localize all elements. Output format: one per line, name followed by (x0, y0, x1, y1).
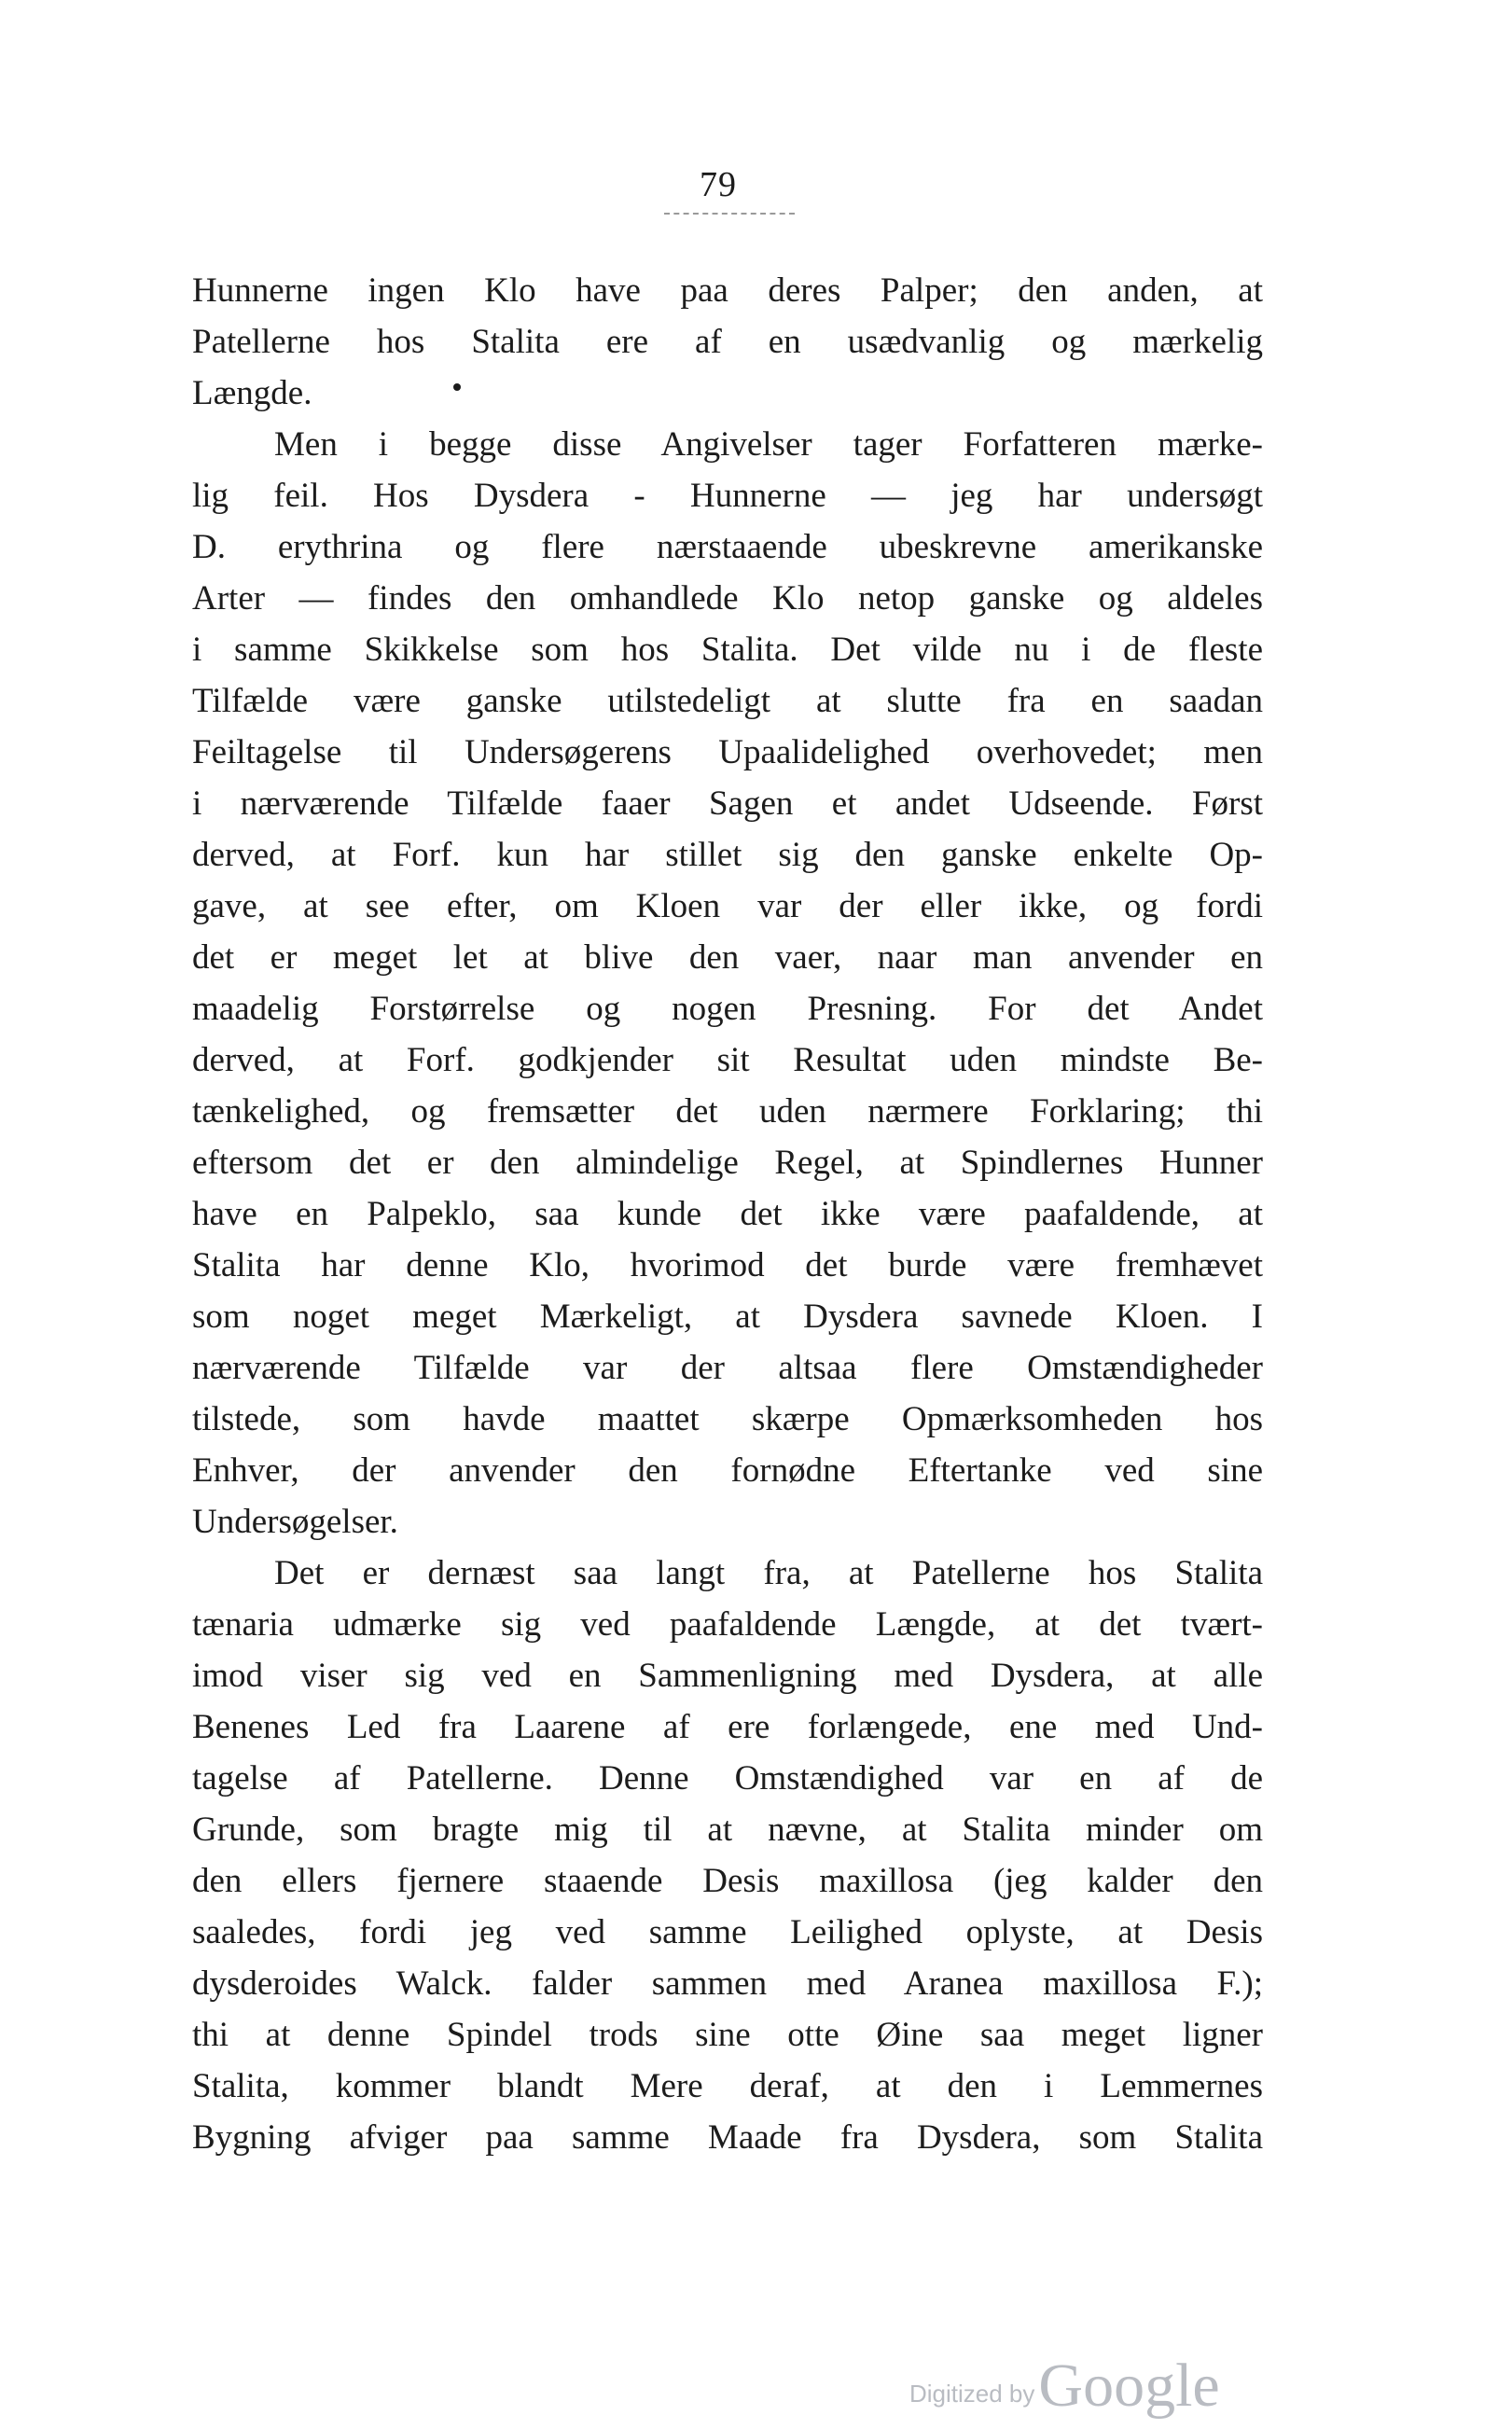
text-line: Det er dernæst saa langt fra, at Patellerne hos Stalita (274, 1554, 1263, 1592)
digitized-watermark (909, 2351, 1220, 2422)
text-line: lig feil. Hos Dysdera - Hunnerne — jeg har undersøgt (192, 477, 1263, 515)
text-line: tænaria udmærke sig ved paafaldende Længde, at det tvært- (192, 1605, 1263, 1644)
text-line: tilstede, som havde maattet skærpe Opmærksomheden hos (192, 1400, 1263, 1438)
text-line: Længde. (192, 374, 312, 412)
text-line: det er meget let at blive den vaer, naar man anvender en (192, 938, 1263, 977)
text-line: derved, at Forf. godkjender sit Resultat uden mindste Be- (192, 1041, 1263, 1079)
text-line: eftersom det er den almindelige Regel, at Spindlernes Hunner (192, 1144, 1263, 1182)
text-line: Hunnerne ingen Klo have paa deres Palper; den anden, at (192, 271, 1263, 310)
text-line: nærværende Tilfælde var der altsaa flere Omstændigheder (192, 1349, 1263, 1387)
text-line: Bygning afviger paa samme Maade fra Dysdera, som Stalita (192, 2118, 1263, 2157)
text-line: Arter — findes den omhandlede Klo netop ganske og aldeles (192, 579, 1263, 618)
page-number-rule (664, 213, 795, 215)
text-line: Feiltagelse til Undersøgerens Upaalidelighed overhovedet; men (192, 733, 1263, 771)
text-line: Enhver, der anvender den fornødne Eftertanke ved sine (192, 1451, 1263, 1490)
text-line: maadelig Forstørrelse og nogen Presning. For det Andet (192, 990, 1263, 1028)
text-line: tagelse af Patellerne. Denne Omstændighed var en af de (192, 1759, 1263, 1797)
text-line: gave, at see efter, om Kloen var der eller ikke, og fordi (192, 887, 1263, 925)
text-line: have en Palpeklo, saa kunde det ikke være paafaldende, at (192, 1195, 1263, 1233)
text-line: thi at denne Spindel trods sine otte Øine saa meget ligner (192, 2016, 1263, 2054)
text-line: saaledes, fordi jeg ved samme Leilighed oplyste, at Desis (192, 1913, 1263, 1951)
text-line: Patellerne hos Stalita ere af en usædvanlig og mærkelig (192, 323, 1263, 361)
body-text (192, 265, 1263, 2163)
text-line: den ellers fjernere staaende Desis maxillosa (jeg kalder den (192, 1862, 1263, 1900)
watermark-prefix: Digitized by (909, 2380, 1035, 2408)
text-line: D. erythrina og flere nærstaaende ubeskrevne amerikanske (192, 528, 1263, 566)
text-line: Tilfælde være ganske utilstedeligt at slutte fra en saadan (192, 682, 1263, 720)
text-line: tænkelighed, og fremsætter det uden nærmere Forklaring; thi (192, 1092, 1263, 1131)
text-line: Stalita, kommer blandt Mere deraf, at den i Lemmernes (192, 2067, 1263, 2105)
text-line: imod viser sig ved en Sammenligning med Dysdera, at alle (192, 1657, 1263, 1695)
ink-speck (453, 383, 461, 391)
text-line: som noget meget Mærkeligt, at Dysdera savnede Kloen. I (192, 1298, 1263, 1336)
text-line: Undersøgelser. (192, 1503, 398, 1541)
text-line: Benenes Led fra Laarene af ere forlængede, ene med Und- (192, 1708, 1263, 1746)
text-line: derved, at Forf. kun har stillet sig den ganske enkelte Op- (192, 836, 1263, 874)
page-number: 79 (700, 165, 737, 204)
text-line: Grunde, som bragte mig til at nævne, at Stalita minder om (192, 1811, 1263, 1849)
text-line: Stalita har denne Klo, hvorimod det burde være fremhævet (192, 1246, 1263, 1284)
text-line: i samme Skikkelse som hos Stalita. Det vilde nu i de fleste (192, 631, 1263, 669)
text-line: dysderoides Walck. falder sammen med Aranea maxillosa F.); (192, 1964, 1263, 2003)
text-line: Men i begge disse Angivelser tager Forfatteren mærke- (274, 425, 1263, 464)
text-line: i nærværende Tilfælde faaer Sagen et andet Udseende. Først (192, 784, 1263, 823)
google-logo: Google (1038, 2352, 1220, 2420)
